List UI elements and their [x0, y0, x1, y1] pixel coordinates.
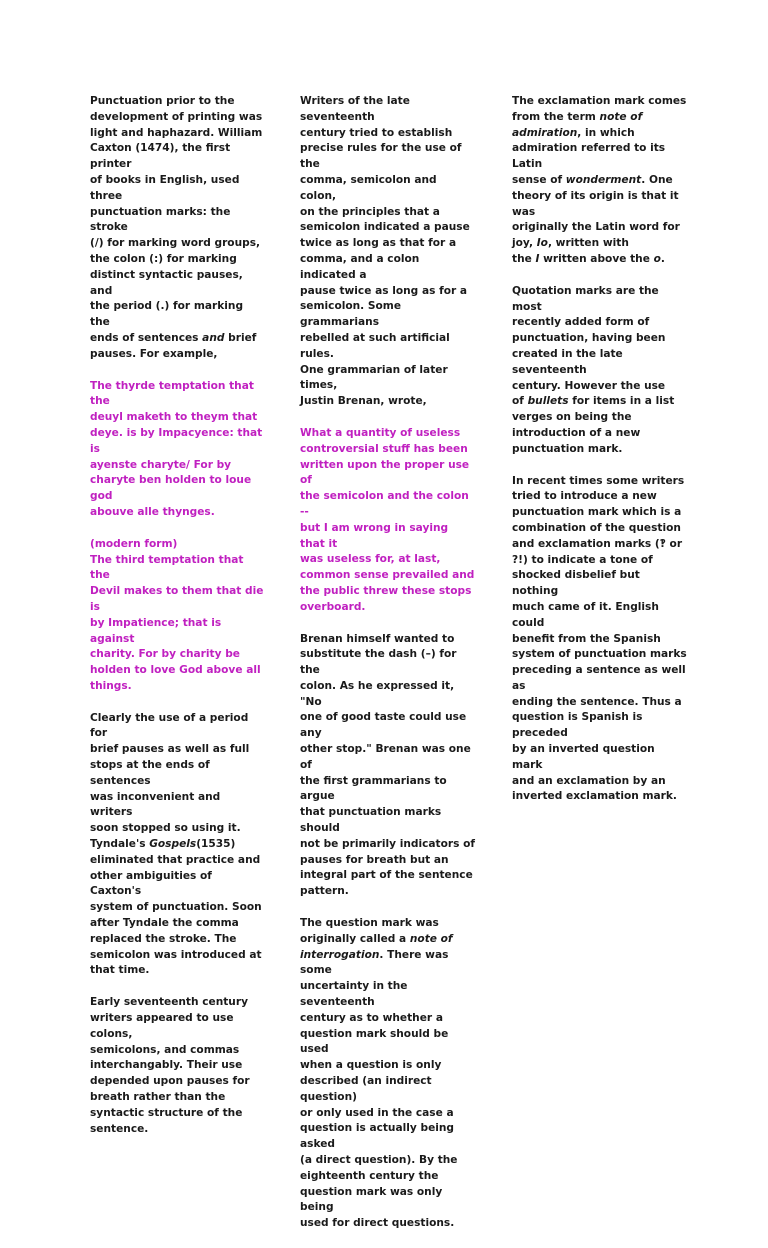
paragraph-caxton: Punctuation prior to the development of printing was light and haphazard. William Caxton (1474), the first printer of books in English, used three punctuation marks: the stroke (/) for marking word groups, the colon (:) for marking distinct syntactic pauses, and the period (.) for marking the ends of sentences and brief pauses. For example, — [90, 95, 263, 360]
paragraph-seventeenth-century: Early seventeenth century writers appeared to use colons, semicolons, and commas interchangably. Their use depended upon pauses for breath rather than the syntactic structure of the sentence. — [90, 996, 250, 1135]
column-left — [90, 94, 266, 1153]
paragraph-tyndale: Clearly the use of a period for brief pauses as well as full stops at the ends of sentences was inconvenient and writers soon stopped so using it. Tyndale's Gospels(1535) eliminated that practice and other ambiguities of Caxton's system of punctuation. Soon after Tyndale the comma replaced the stroke. The semicolon was introduced at that time. — [90, 711, 262, 977]
paragraph-late-seventeenth: Writers of the late seventeenth century tried to establish precise rules for the use of the comma, semicolon and colon, on the principles that a semicolon indicated a pause twice as long as that for a comma, and a colon indicated a pause twice as long as for a semicolon. Some grammarians rebelled at such artificial rules. One grammarian of later times, Justin Brenan, wrote, — [300, 95, 470, 408]
paragraph-interrobang: In recent times some writers tried to introduce a new punctuation mark which is a combination of the question and exclamation marks (‽ or ?!) to indicate a tone of shocked disbelief but nothing much came of it. English could benefit from the Spanish system of punctuation marks preceding a sentence as well as ending the sentence. Thus a question is Spanish is preceded by an inverted question mark and an exclamation by an inverted exclamation mark. — [512, 474, 687, 803]
modern-form-label: (modern form) — [90, 537, 178, 550]
quote-modern-form: The third temptation that the Devil makes to them that die is by Impatience; that is against charity. For by charity be holden to love God above all things. — [90, 553, 264, 692]
column-middle — [300, 94, 476, 1248]
paragraph-question-mark: The question mark was originally called a note of interrogation. There was some uncertainty in the seventeenth century as to whether a question mark should be used when a question is only described (an indirect question) or only used in the case a question is actually being asked (a direct question). By the eighteenth century the question mark was only being used for direct questions. — [300, 917, 458, 1230]
column-right — [512, 94, 688, 821]
quote-old-form: The thyrde temptation that the deuyl maketh to theym that deye. is by Impacyence: that is ayenste charyte/ For by charyte ben holden to loue god abouve alle thynges. — [90, 379, 263, 518]
paragraph-quotation-marks: Quotation marks are the most recently added form of punctuation, having been created in the late seventeenth century. However the use of bullets for items in a list verges on being the introduction of a new punctuation mark. — [512, 284, 675, 455]
quote-brenan: What a quantity of useless controversial stuff has been written upon the proper use of the semicolon and the colon -- but I am wrong in saying that it was useless for, at last, common sense prevailed and the public threw these stops overboard. — [300, 426, 475, 613]
paragraph-exclamation-mark: The exclamation mark comes from the term note of admiration, in which admiration referred to its Latin sense of wonderment. One theory of its origin is that it was originally the Latin word for joy, Io, written with the I written above the o. — [512, 95, 687, 265]
paragraph-brenan-dash: Brenan himself wanted to substitute the dash (–) for the colon. As he expressed it, "No one of good taste could use any other stop." Brenan was one of the first grammarians to argue that punctuation marks should not be primarily indicators of pauses for breath but an integral part of the sentence pattern. — [300, 632, 475, 898]
